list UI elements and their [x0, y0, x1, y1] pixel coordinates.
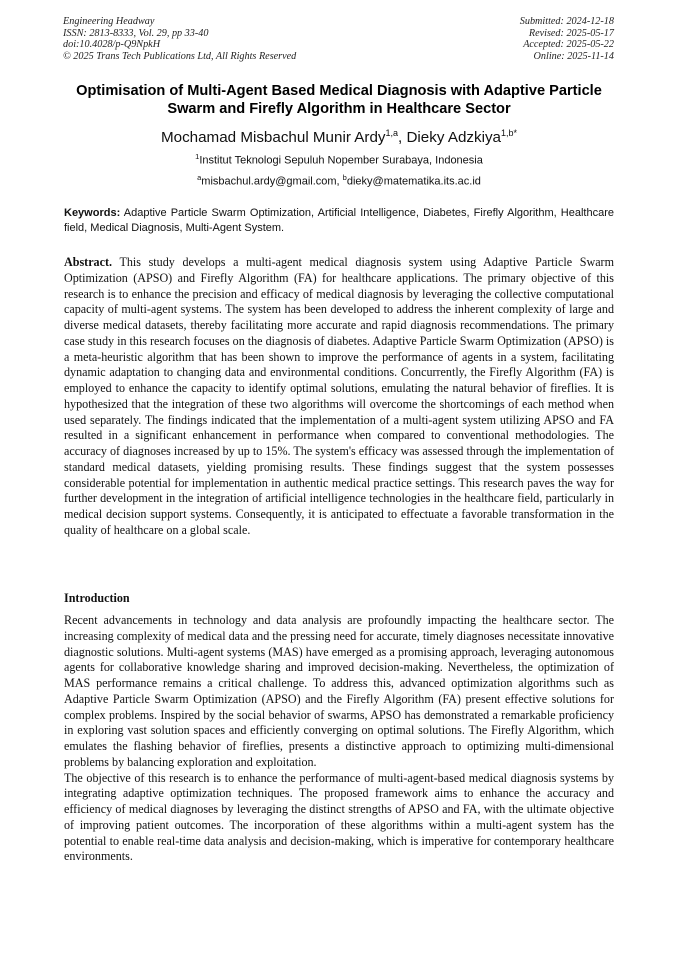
author-separator: ,	[398, 129, 407, 147]
author-affiliation-marker: 1,a	[385, 128, 399, 138]
paragraph: Recent advancements in technology and data analysis are profoundly impacting the healthcare sector. The increasing complexity of medical data and the pressing need for accurate, timely diagnoses necessitate innovative diagnostic solutions. Multi-agent systems (MAS) have emerged as a promising approach, leveraging autonomous agents for collaborative knowledge sharing and improved decision-making. Nevertheless, the optimization of MAS performance remains a critical challenge. To address this, advanced optimization algorithms such as Adaptive Particle Swarm Optimization (APSO) and the Firefly Algorithm (FA) present effective solutions for complex problems. Inspired by the social behavior of swarms, APSO has demonstrated a remarkable proficiency in exploring vast solution spaces and efficiently converging on optimal solutions. The Firefly Algorithm, which emulates the flashing behavior of fireflies, presents a distinctive approach to optimizing multi-dimensional problems by balancing exploration and exploitation.	[64, 613, 614, 769]
submitted-date: Submitted: 2024-12-18	[519, 16, 614, 27]
journal-info	[63, 16, 296, 62]
email-marker: a	[197, 173, 202, 182]
doi[interactable]: doi:10.4028/p-Q9NpkH	[63, 39, 161, 51]
publication-dates	[520, 16, 614, 62]
keywords	[64, 206, 614, 236]
introduction-body	[64, 613, 614, 865]
accepted-date: Accepted: 2025-05-22	[523, 39, 614, 51]
email-link[interactable]: dieky@matematika.its.ac.id	[346, 175, 481, 188]
journal-name: Engineering Headway	[63, 16, 155, 27]
keywords-label: Keywords:	[64, 207, 121, 219]
revised-date: Revised: 2025-05-17	[528, 27, 614, 39]
affiliation-marker: 1	[195, 152, 200, 161]
author-emails	[64, 171, 614, 189]
email-link[interactable]: misbachul.ardy@gmail.com,	[201, 175, 343, 188]
keywords-text: Adaptive Particle Swarm Optimization, Artificial Intelligence, Diabetes, Firefly Algorithm, Healthcare field, Medical Diagnosis, Multi-Agent System.	[64, 207, 614, 234]
issn-volume: ISSN: 2813-8333, Vol. 29, pp 33-40	[63, 27, 209, 39]
affiliation-text: Institut Teknologi Sepuluh Nopember Surabaya, Indonesia	[199, 154, 483, 167]
author-list	[64, 124, 614, 147]
abstract-label: Abstract.	[64, 255, 113, 269]
section-heading: Introduction	[64, 591, 130, 605]
author-affiliation-marker: 1,b*	[501, 128, 518, 138]
email-marker: b	[342, 173, 347, 182]
author-name: Dieky Adzkiya	[406, 129, 502, 147]
paper-title: Optimisation of Multi-Agent Based Medical Diagnosis with Adaptive Particle Swarm and Firefly Algorithm in Healthcare Sector	[76, 83, 602, 117]
copyright: © 2025 Trans Tech Publications Ltd, All Rights Reserved	[63, 50, 297, 62]
author-name: Mochamad Misbachul Munir Ardy	[160, 129, 386, 147]
abstract-text: This study develops a multi-agent medical diagnosis system using Adaptive Particle Swarm Optimization (APSO) and Firefly Algorithm (FA) for healthcare applications. The primary objective of this research is to enhance the precision and efficacy of medical diagnosis by leveraging the collective computational capacity of multi-agent systems. The system has been developed to address the inherent complexity of large and diverse medical datasets, thereby facilitating more accurate and rapid diagnosis recommendations. The primary case study in this research focuses on the diagnosis of diabetes. Adaptive Particle Swarm Optimization (APSO) is a meta-heuristic algorithm that has been shown to improve the performance of agents in a system, facilitating dynamic adaptation to changing data and environmental conditions. Concurrently, the Firefly Algorithm (FA) is employed to enhance the capacity to identify optimal solutions, emulating the natural behavior of fireflies. It is hypothesized that the integration of these two algorithms will overcome the shortcomings of each method when used separately. The findings indicated that the implementation of a multi-agent system utilizing APSO and FA resulted in a significant enhancement in performance when compared to conventional methodologies. The accuracy of diagnoses increased by up to 15%. The system's efficacy was assessed through the implementation of standard medical datasets, yielding promising results. These findings suggest that the system possesses considerable potential for implementation in authentic medical practice settings. This research paves the way for further development in the integration of artificial intelligence technologies in the healthcare field, particularly in medical decision support systems. Consequently, it is anticipated to effectuate a favorable transformation in the quality of healthcare on a global scale.	[64, 255, 614, 537]
online-date: Online: 2025-11-14	[533, 50, 614, 62]
affiliation	[64, 150, 614, 168]
paragraph: The objective of this research is to enhance the performance of multi-agent-based medical diagnosis systems by integrating adaptive optimization techniques. The proposed framework aims to enhance the accuracy and efficiency of medical diagnoses by leveraging the distinct strengths of APSO and FA, with the ultimate objective of improving patient outcomes. The incorporation of these algorithms within a multi-agent system has the potential to enable real-time data analysis and decision-making, which is imperative for contemporary healthcare environments.	[64, 770, 614, 864]
abstract	[64, 255, 614, 539]
